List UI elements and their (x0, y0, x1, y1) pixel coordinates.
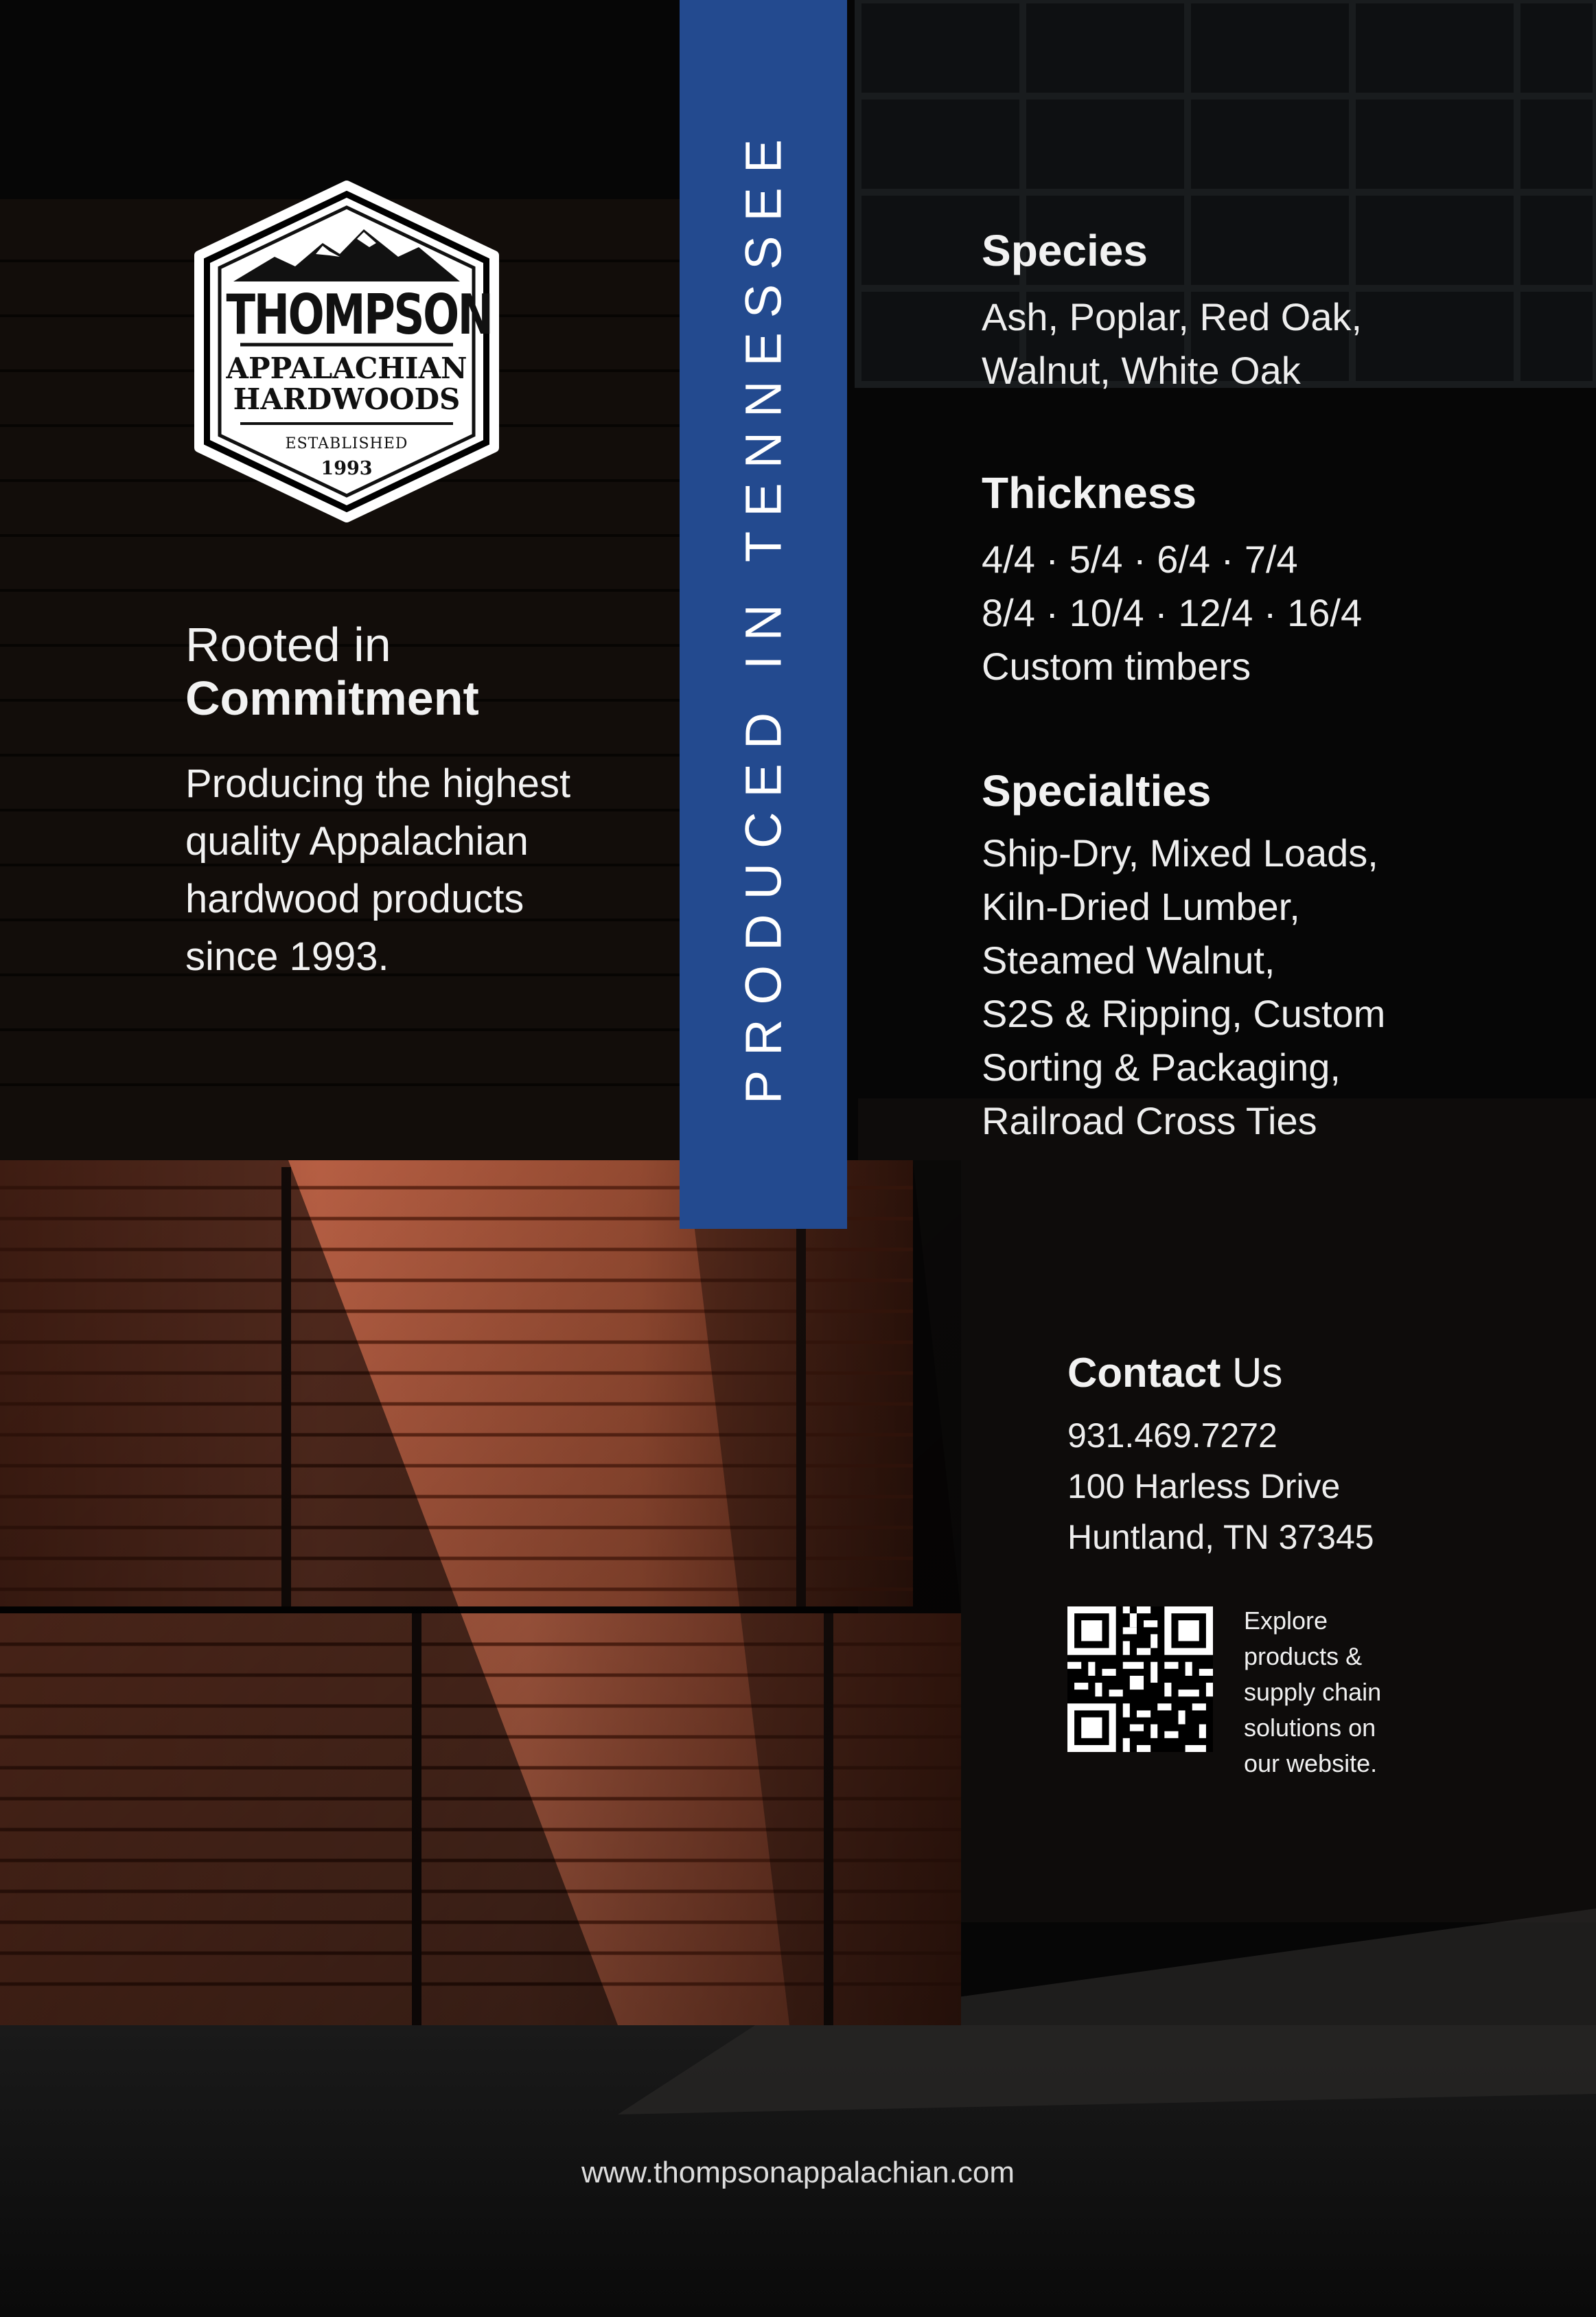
qr-description: Explore products & supply chain solutions on our website. (1244, 1606, 1382, 1777)
specialties-heading: Specialties (982, 766, 1212, 816)
contact-address-line-2: Huntland, TN 37345 (1067, 1518, 1374, 1556)
contact-heading-rest: Us (1221, 1350, 1283, 1396)
specialties-section (982, 763, 1572, 1148)
tagline-line-1: Rooted in (185, 618, 391, 671)
contact-heading (1067, 1346, 1374, 1400)
species-section (982, 223, 1572, 397)
thickness-heading: Thickness (982, 468, 1197, 518)
logo-established-year: 1993 (321, 458, 373, 479)
contact-heading-bold: Contact (1067, 1350, 1221, 1396)
produced-in-tennessee-text: PRODUCED IN TENNESSEE (735, 124, 792, 1105)
logo-line-appalachian: APPALACHIAN (226, 351, 467, 385)
specialties-line: Kiln-Dried Lumber, (982, 885, 1300, 928)
company-logo (192, 180, 501, 523)
tagline (185, 618, 479, 725)
thickness-section (982, 465, 1572, 693)
specialties-line: S2S & Ripping, Custom (982, 992, 1386, 1035)
thickness-line: 4/4 · 5/4 · 6/4 · 7/4 (982, 538, 1298, 581)
species-heading: Species (982, 226, 1148, 275)
specialties-line: Ship-Dry, Mixed Loads, (982, 831, 1378, 875)
species-line: Walnut, White Oak (982, 349, 1301, 392)
specialties-line: Steamed Walnut, (982, 938, 1275, 982)
specialties-line: Railroad Cross Ties (982, 1099, 1317, 1142)
logo-company-name: THOMPSON (226, 283, 492, 347)
logo-line-hardwoods: HARDWOODS (233, 382, 461, 416)
contact-phone: 931.469.7272 (1067, 1416, 1277, 1455)
thickness-line: 8/4 · 10/4 · 12/4 · 16/4 (982, 591, 1363, 634)
logo-established-label: ESTABLISHED (285, 435, 408, 452)
contact-address-line-1: 100 Harless Drive (1067, 1467, 1341, 1506)
intro-paragraph: Producing the highest quality Appalachian hardwood products since 1993. (185, 761, 571, 979)
species-line: Ash, Poplar, Red Oak, (982, 295, 1363, 338)
thickness-line: Custom timbers (982, 645, 1251, 688)
tagline-line-2: Commitment (185, 671, 479, 725)
specialties-line: Sorting & Packaging, (982, 1046, 1341, 1089)
qr-code-icon[interactable] (1067, 1606, 1213, 1752)
website-url[interactable]: www.thompsonappalachian.com (581, 2156, 1015, 2189)
contact-section (1067, 1346, 1374, 1563)
